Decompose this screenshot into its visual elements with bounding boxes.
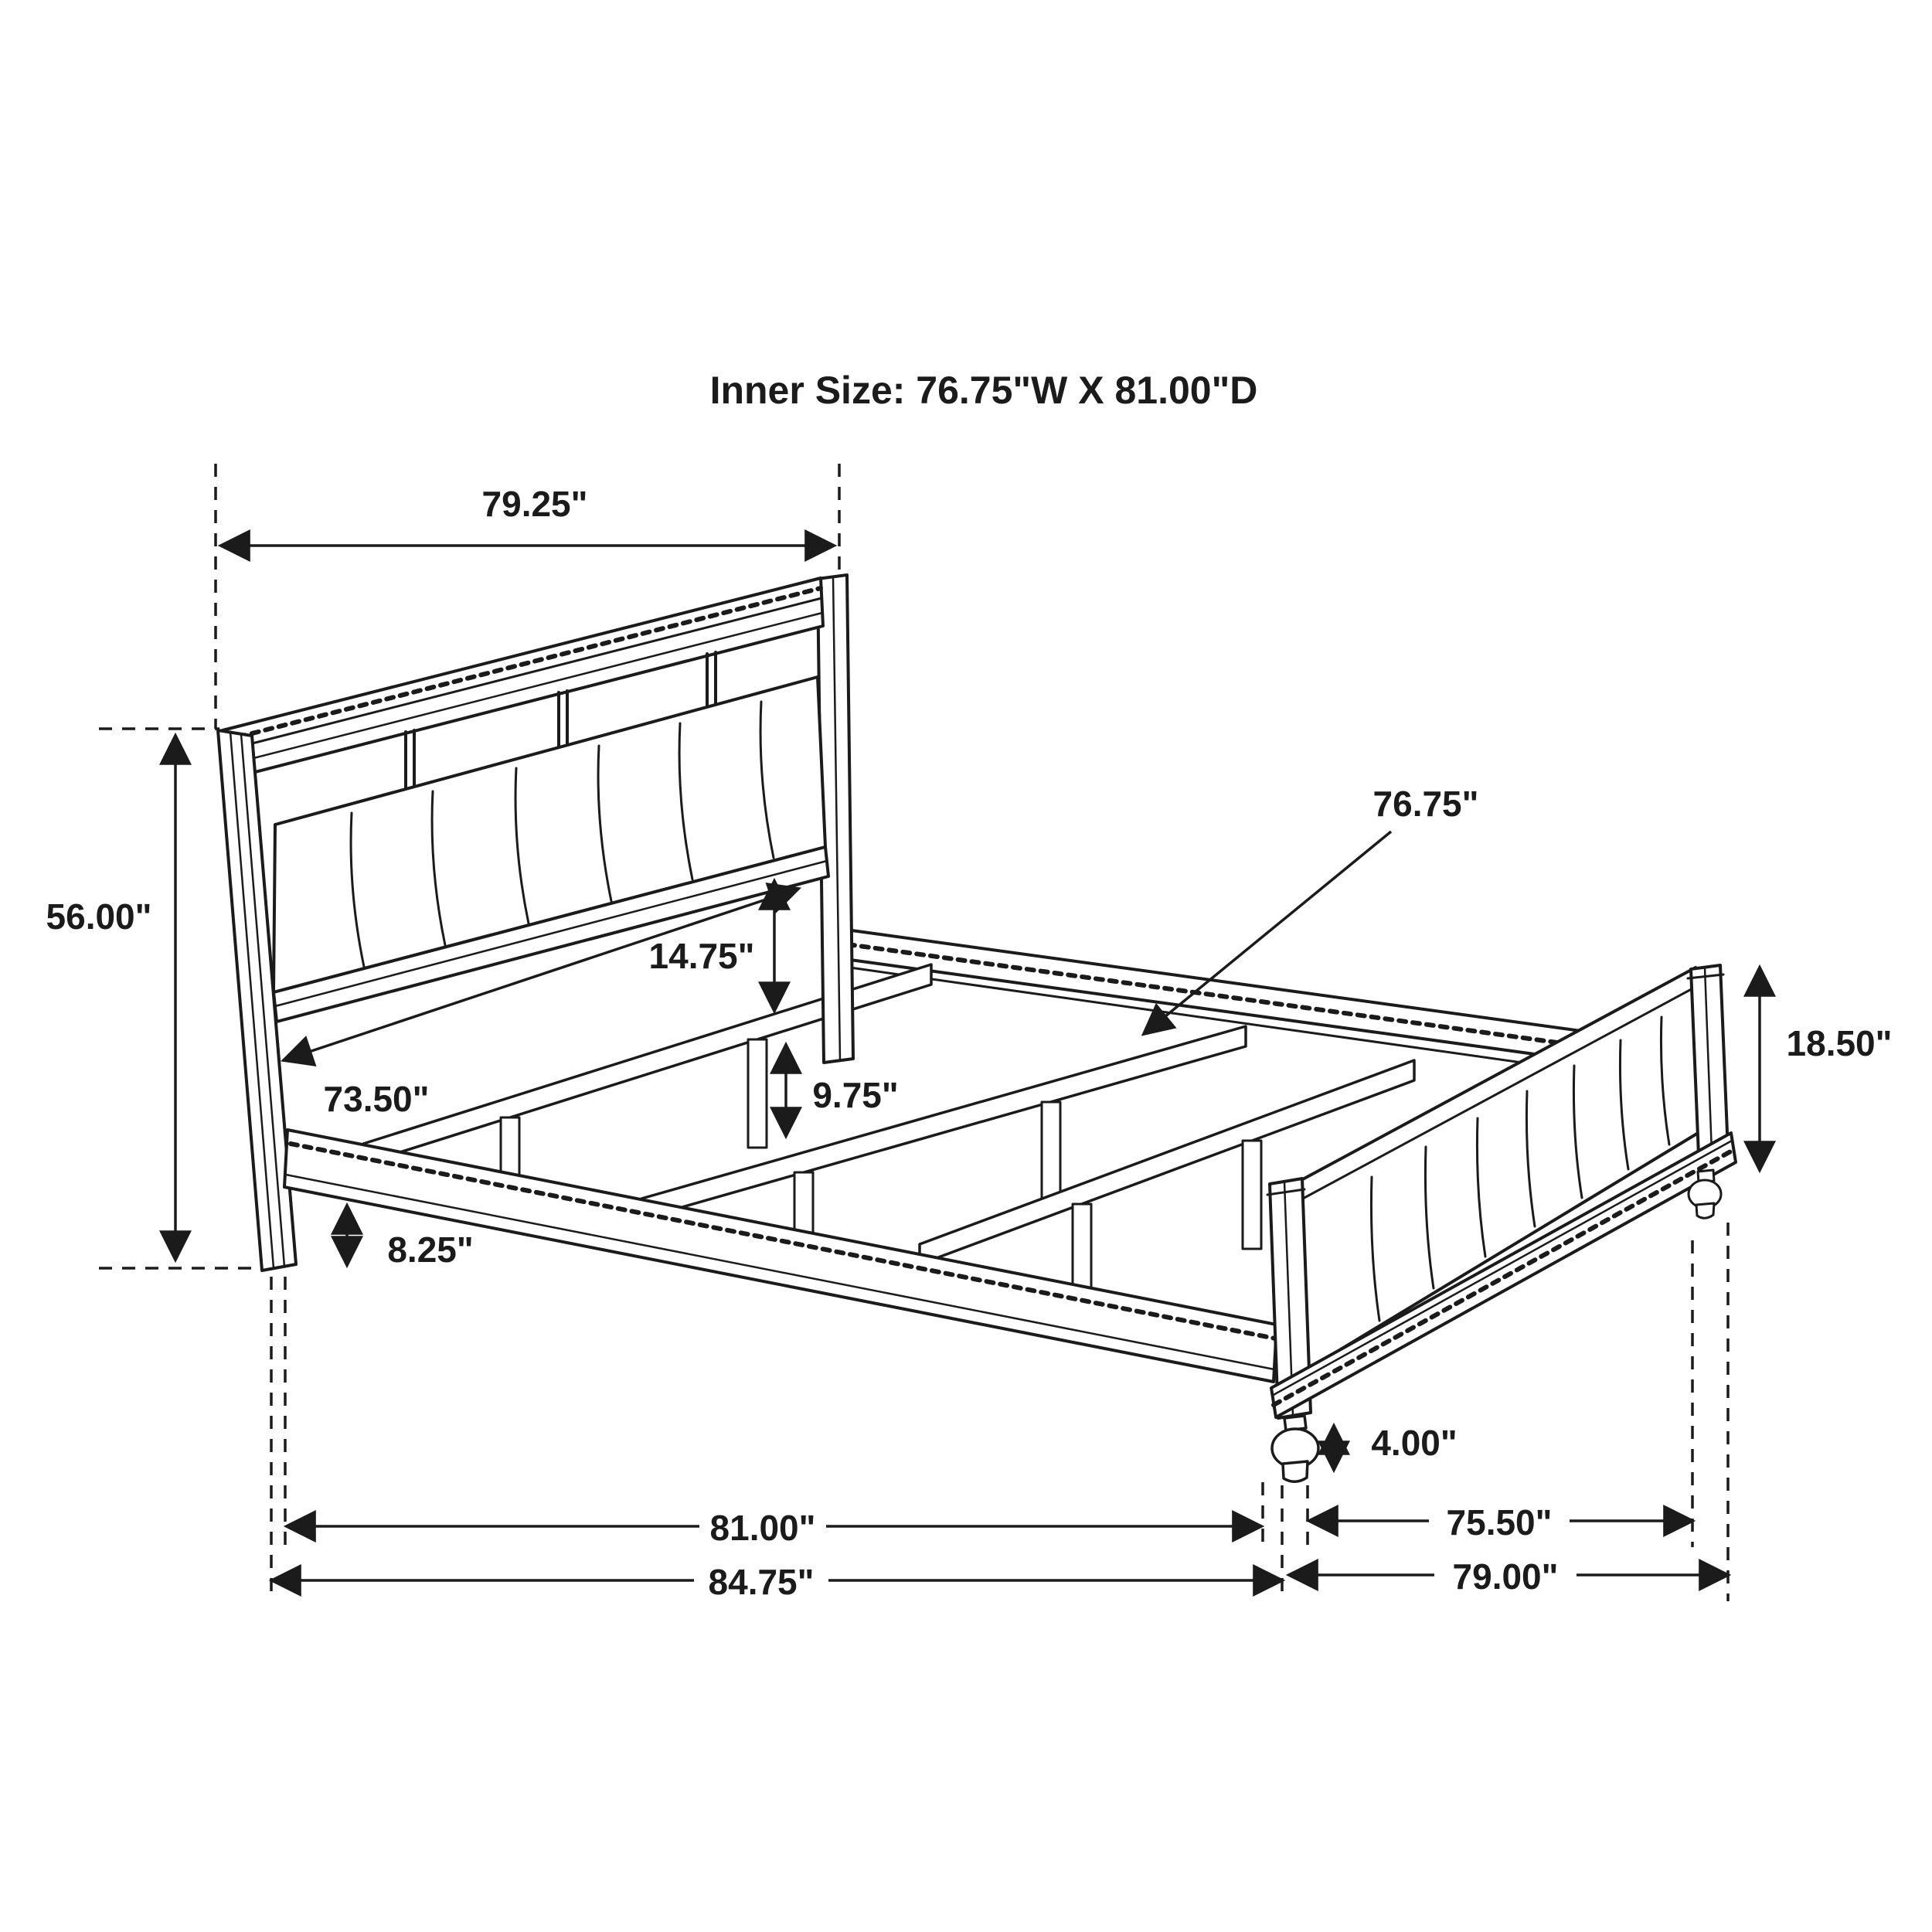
dimension-label: 76.75" [1372,784,1479,824]
footboard-near-bun-foot [1272,1416,1318,1481]
dimension-label: 84.75" [708,1562,815,1602]
dim-headboard-height [46,736,175,1260]
dim-overall-depth [272,1562,1282,1602]
dimension-label: 79.25" [481,484,588,524]
dim-inner-depth [287,1508,1261,1548]
dim-footboard-inner-width [1309,1502,1692,1543]
dimension-label: 79.00" [1452,1556,1559,1597]
dimension-label: 56.00" [46,896,152,937]
dim-foot-height [1334,1423,1458,1470]
near-rail-edge [286,1175,1274,1369]
dimension-label: 18.50" [1786,1023,1893,1063]
foot-tip [1696,1203,1714,1218]
dim-footboard-height [1760,968,1892,1170]
dimension-label: 8.25" [387,1230,474,1270]
foot-tip [1283,1461,1308,1481]
dimension-label: 75.50" [1446,1502,1553,1543]
post [1691,965,1728,1155]
dim-headboard-width [221,484,834,546]
slat-leg [1243,1141,1261,1249]
dimension-label: 73.50" [323,1079,430,1119]
dimension-label: 9.75" [812,1075,899,1115]
dimension-label: 81.00" [709,1508,816,1548]
inner-size-title: Inner Size: 76.75"W X 81.00"D [709,369,1258,412]
slat-board [641,1026,1246,1219]
dim-footboard-width [1289,1556,1728,1597]
dimension-label: 4.00" [1371,1423,1458,1463]
bed-drawing [218,575,1736,1481]
slat-leg [748,1039,767,1148]
dimension-label: 14.75" [648,936,755,976]
